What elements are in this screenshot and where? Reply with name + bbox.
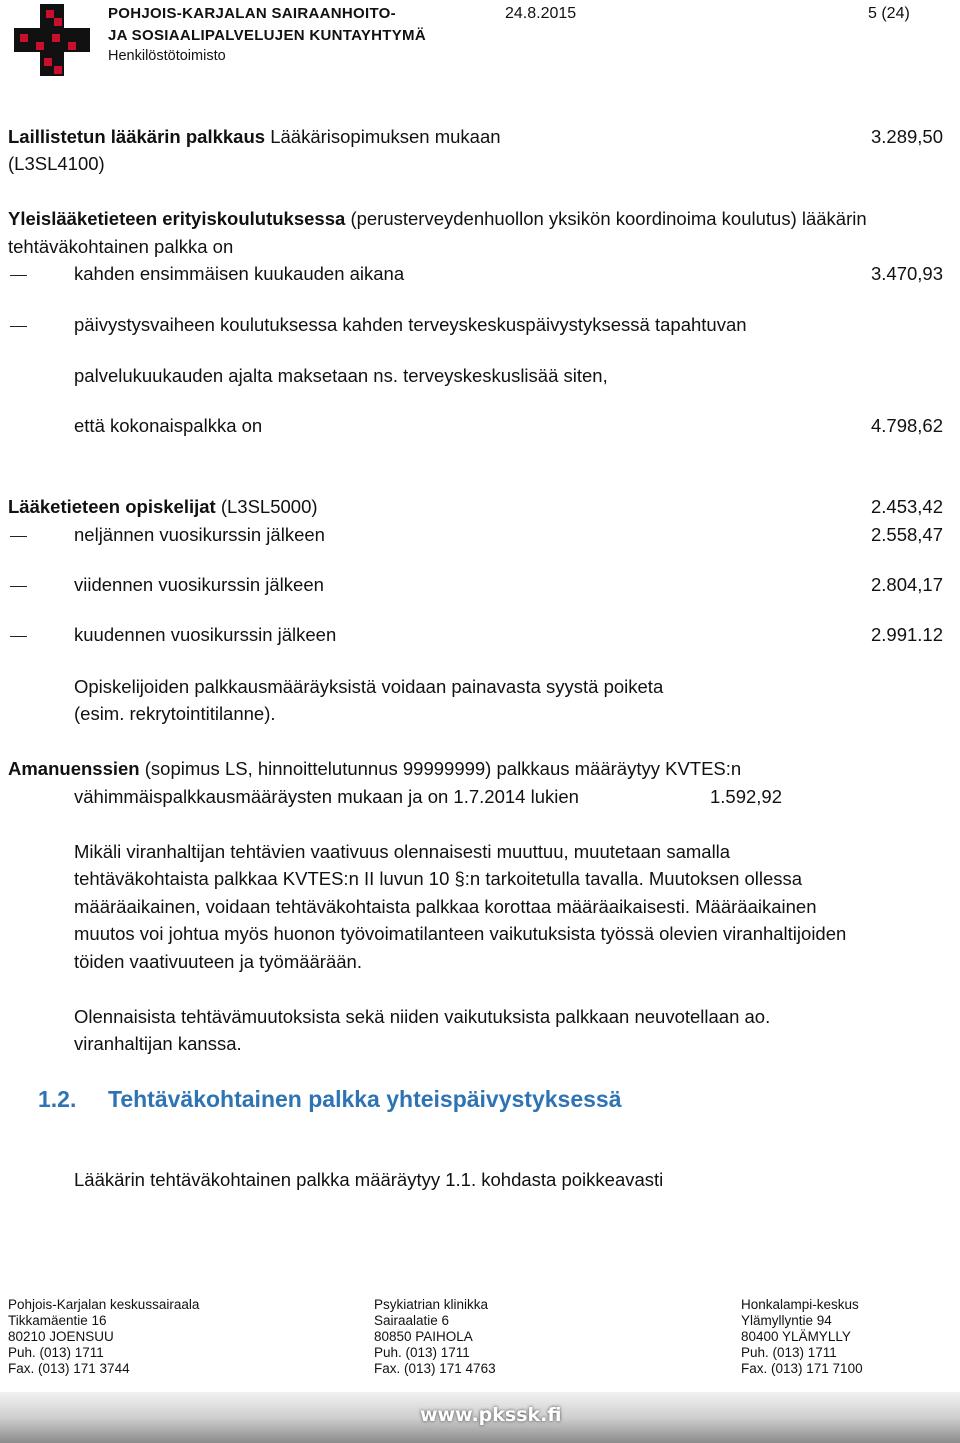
section-title-rest: (L3SL5000) (220, 496, 318, 517)
list-item-amount: 2.558,47 (870, 524, 943, 545)
org-department: Henkilöstötoimisto (108, 48, 226, 64)
footer-line: Sairaalatie 6 (374, 1313, 450, 1328)
website-link[interactable]: www.pkssk.fi (420, 1404, 562, 1426)
paragraph-line: Mikäli viranhaltijan tehtävien vaativuus olennaisesti muuttuu, muutetaan samalla (74, 841, 731, 862)
footer-line: 80210 JOENSUU (8, 1329, 114, 1344)
list-bullet-dash (10, 275, 27, 276)
gp-training-line2: tehtäväkohtainen palkka on (8, 236, 234, 257)
footer-line: Fax. (013) 171 3744 (8, 1361, 130, 1376)
paragraph-line: määräaikainen, voidaan tehtäväkohtaista palkkaa korottaa määräaikaisesti. Määräaikainen (74, 896, 817, 917)
org-name-line2: JA SOSIAALIPALVELUJEN KUNTAYHTYMÄ (108, 27, 426, 44)
section-title-bold: Lääketieteen opiskelijat (8, 496, 216, 517)
list-item: neljännen vuosikurssin jälkeen (74, 524, 325, 545)
footer-line: Tikkamäentie 16 (8, 1313, 107, 1328)
section-title-rest: (perusterveydenhuollon yksikön koordinoima koulutus) lääkärin (350, 208, 867, 229)
footer-line: 80400 YLÄMYLLY (741, 1329, 851, 1344)
section-gp-training-title (8, 207, 867, 231)
section-physician-pay-title (8, 125, 501, 149)
students-note-line1: Opiskelijoiden palkkausmääräyksistä voidaan painavasta syystä poiketa (74, 676, 664, 697)
footer-line: Honkalampi-keskus (741, 1297, 859, 1312)
list-item-amount: 3.470,93 (870, 263, 943, 284)
list-bullet-dash (10, 586, 27, 587)
organization-logo (14, 4, 90, 76)
section-amanuensis-title (8, 757, 741, 781)
list-bullet-dash (10, 536, 27, 537)
section-heading-number: 1.2. (38, 1086, 77, 1112)
physician-pay-code: (L3SL4100) (8, 153, 105, 174)
students-note-line2: (esim. rekrytointitilanne). (74, 703, 276, 724)
list-bullet-dash (10, 636, 27, 637)
section-title-bold: Yleislääketieteen erityiskoulutuksessa (8, 208, 346, 229)
paragraph-line: tehtäväkohtaista palkkaa KVTES:n II luvun 10 §:n tarkoitetulla tavalla. Muutoksen ollessa (74, 868, 803, 889)
section-title-bold: Amanuenssien (8, 758, 140, 779)
paragraph-line: Olennaisista tehtävämuutoksista sekä niiden vaikutuksista palkkaan neuvotellaan ao. (74, 1006, 771, 1027)
section-title-rest: (sopimus LS, hinnoittelutunnus 99999999) palkkaus määräytyy KVTES:n (144, 758, 742, 779)
list-item-continuation: että kokonaispalkka on (74, 415, 263, 436)
medical-students-amount: 2.453,42 (870, 496, 943, 517)
paragraph-line: muutos voi johtua myös huonon työvoimatilanteen vaikutuksista työssä olevien viranhaltijoiden (74, 923, 847, 944)
paragraph-line: töiden vaativuuteen ja työmäärään. (74, 951, 362, 972)
list-item: päivystysvaiheen koulutuksessa kahden terveyskeskuspäivystyksessä tapahtuvan (74, 314, 747, 335)
footer-line: Puh. (013) 1711 (374, 1345, 470, 1360)
list-item-amount: 2.991.12 (870, 624, 943, 645)
footer-line: Ylämyllyntie 94 (741, 1313, 832, 1328)
org-name-line1: POHJOIS-KARJALAN SAIRAANHOITO- (108, 5, 396, 22)
footer-line: 80850 PAIHOLA (374, 1329, 473, 1344)
footer-address-central-hospital (8, 1297, 199, 1377)
footer-address-honkalampi (741, 1297, 863, 1377)
physician-pay-amount: 3.289,50 (870, 126, 943, 147)
total-pay-amount: 4.798,62 (870, 415, 943, 436)
list-bullet-dash (10, 326, 27, 327)
section-heading-title: Tehtäväkohtainen palkka yhteispäivystyksessä (108, 1086, 622, 1112)
paragraph-line: viranhaltijan kanssa. (74, 1033, 242, 1054)
paragraph-line: Lääkärin tehtäväkohtainen palkka määräytyy 1.1. kohdasta poikkeavasti (74, 1169, 664, 1190)
document-date: 24.8.2015 (505, 5, 577, 22)
footer-line: Fax. (013) 171 4763 (374, 1361, 496, 1376)
section-title-rest: Lääkärisopimuksen mukaan (270, 126, 501, 147)
list-item: viidennen vuosikurssin jälkeen (74, 574, 324, 595)
list-item: kuudennen vuosikurssin jälkeen (74, 624, 337, 645)
footer-line: Puh. (013) 1711 (741, 1345, 837, 1360)
list-item-continuation: palvelukuukauden ajalta maksetaan ns. terveyskeskuslisää siten, (74, 365, 608, 386)
section-medical-students-title (8, 495, 318, 519)
amanuensis-amount: 1.592,92 (710, 786, 783, 807)
section-title-bold: Laillistetun lääkärin palkkaus (8, 126, 266, 147)
list-item-amount: 2.804,17 (870, 574, 943, 595)
amanuensis-line2: vähimmäispalkkausmääräysten mukaan ja on 1.7.2014 lukien (74, 786, 579, 807)
footer-line: Psykiatrian klinikka (374, 1297, 489, 1312)
page-number: 5 (24) (868, 5, 910, 22)
footer-line: Pohjois-Karjalan keskussairaala (8, 1297, 200, 1312)
footer-address-psychiatric-clinic (374, 1297, 496, 1377)
list-item: kahden ensimmäisen kuukauden aikana (74, 263, 405, 284)
footer-line: Puh. (013) 1711 (8, 1345, 104, 1360)
footer-line: Fax. (013) 171 7100 (741, 1361, 863, 1376)
